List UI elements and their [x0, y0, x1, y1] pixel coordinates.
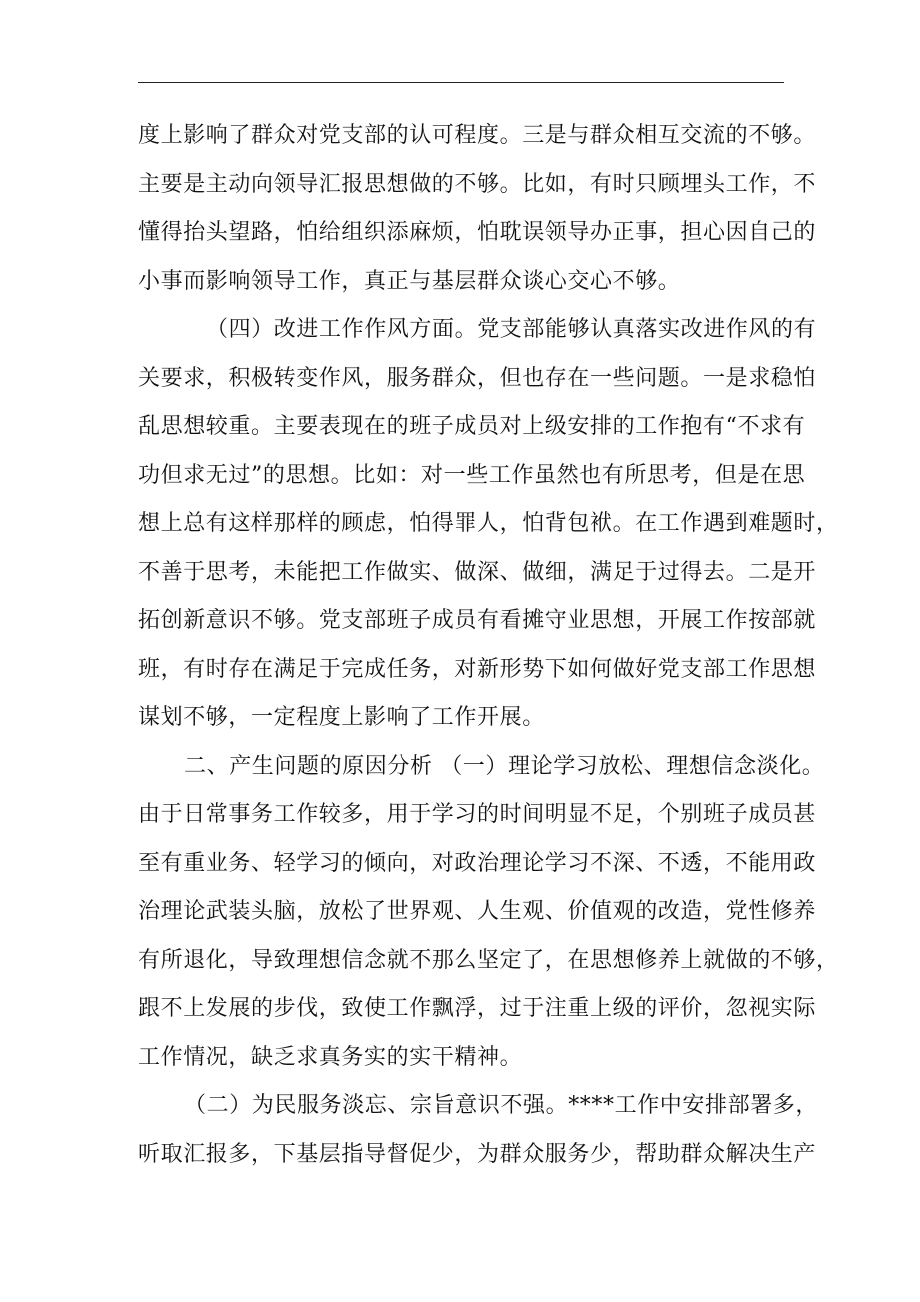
text-line: 治理论武装头脑，放松了世界观、人生观、价值观的改造，党性修养 — [138, 899, 817, 924]
document-body — [138, 112, 839, 1179]
text-line: 主要是主动向领导汇报思想做的不够。比如，有时只顾埋头工作，不 — [138, 171, 817, 197]
text-line: 拓创新意识不够。党支部班子成员有看摊守业思想，开展工作按部就 — [138, 608, 817, 633]
header-rule — [138, 82, 784, 83]
text-line: 关要求，积极转变作风，服务群众，但也存在一些问题。一是求稳怕 — [138, 365, 817, 391]
text-line: 懂得抬头望路，怕给组织添麻烦，怕耽误领导办正事，担心因自己的 — [138, 220, 817, 245]
text-line: 至有重业务、轻学习的倾向，对政治理论学习不深、不透，不能用政 — [138, 850, 817, 876]
paragraph-start-line: （二）为民服务淡忘、宗旨意识不强。****工作中安排部署多， — [184, 1093, 819, 1118]
text-line: 不善于思考，未能把工作做实、做深、做细，满足于过得去。二是开 — [138, 559, 817, 585]
text-line: 工作情况，缺乏求真务实的实干精神。 — [138, 1044, 523, 1070]
text-line: 听取汇报多，下基层指导督促少，为群众服务少，帮助群众解决生产 — [138, 1141, 817, 1167]
text-line: 度上影响了群众对党支部的认可程度。三是与群众相互交流的不够。 — [138, 123, 817, 148]
text-line: 班，有时存在满足于完成任务，对新形势下如何做好党支部工作思想 — [138, 656, 817, 682]
text-line: 想上总有这样那样的顾虑，怕得罪人，怕背包袱。在工作遇到难题时， — [138, 511, 839, 536]
text-line: 跟不上发展的步伐，致使工作飘浮，过于注重上级的评价，忽视实际 — [138, 996, 817, 1021]
text-line: 谋划不够，一定程度上影响了工作开展。 — [138, 705, 545, 730]
text-line: 功但求无过”的思想。比如：对一些工作虽然也有所思考，但是在思 — [138, 462, 806, 488]
paragraph-start-line: （四）改进工作作风方面。党支部能够认真落实改进作风的有 — [206, 317, 817, 342]
text-line: 小事而影响领导工作，真正与基层群众谈心交心不够。 — [138, 268, 681, 294]
text-line: 由于日常事务工作较多，用于学习的时间明显不足，个别班子成员甚 — [138, 802, 817, 827]
section-heading-line: 二、产生问题的原因分析 （一）理论学习放松、理想信念淡化。 — [184, 753, 825, 779]
text-line: 有所退化，导致理想信念就不那么坚定了，在思想修养上就做的不够， — [138, 947, 839, 973]
text-line: 乱思想较重。主要表现在的班子成员对上级安排的工作抱有“不求有 — [138, 414, 806, 439]
